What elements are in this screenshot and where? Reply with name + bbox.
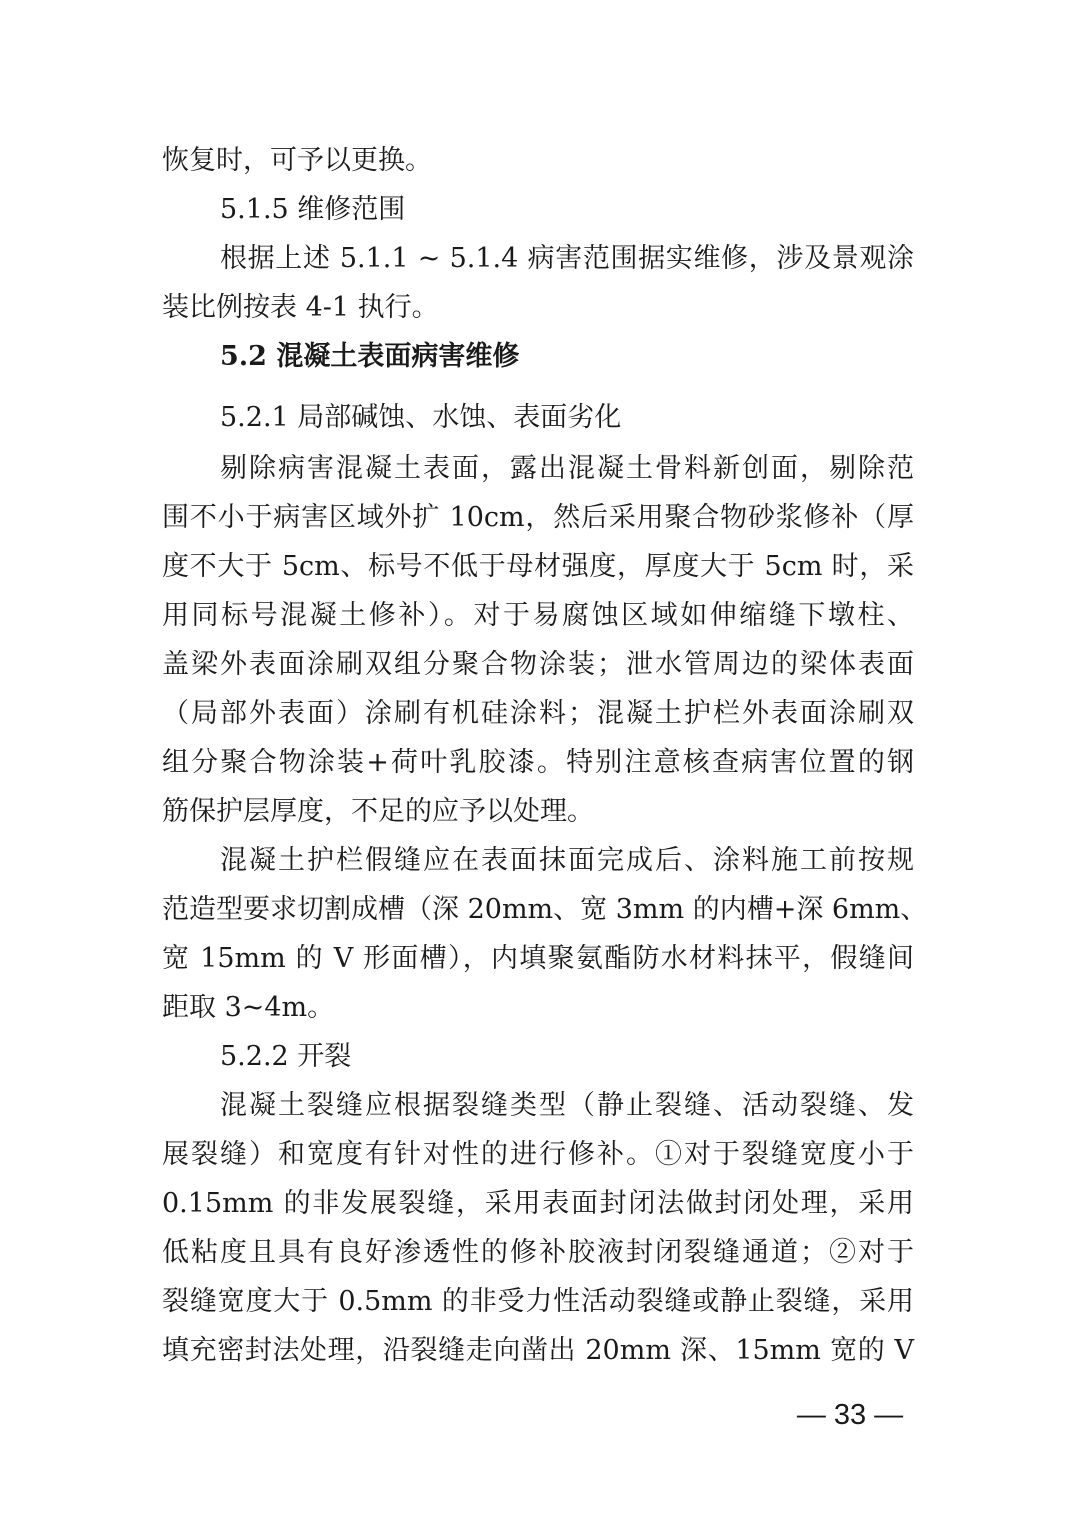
text-line: 组分聚合物涂装+荷叶乳胶漆。特别注意核查病害位置的钢	[162, 747, 914, 778]
text-line: 裂缝宽度大于 0.5mm 的非受力性活动裂缝或静止裂缝，采用	[162, 1286, 914, 1317]
text-line: 盖梁外表面涂刷双组分聚合物涂装；泄水管周边的梁体表面	[162, 649, 914, 680]
text-line: 度不大于 5cm、标号不低于母材强度，厚度大于 5cm 时，采	[162, 551, 914, 582]
text-line: 混凝土护栏假缝应在表面抹面完成后、涂料施工前按规	[220, 845, 914, 876]
text-line: 根据上述 5.1.1 ~ 5.1.4 病害范围据实维修，涉及景观涂	[220, 243, 914, 274]
text-line: 低粘度且具有良好渗透性的修补胶液封闭裂缝通道；②对于	[162, 1237, 914, 1268]
section-heading-5-2: 5.2 混凝土表面病害维修	[220, 341, 520, 372]
text-line: 混凝土裂缝应根据裂缝类型（静止裂缝、活动裂缝、发	[220, 1090, 914, 1121]
section-heading-5-1-5: 5.1.5 维修范围	[220, 194, 406, 225]
text-line: 填充密封法处理，沿裂缝走向凿出 20mm 深、15mm 宽的 V	[162, 1335, 914, 1366]
text-line: 用同标号混凝土修补）。对于易腐蚀区域如伸缩缝下墩柱、	[162, 600, 914, 631]
text-line: 装比例按表 4-1 执行。	[162, 292, 439, 323]
text-line: 0.15mm 的非发展裂缝，采用表面封闭法做封闭处理，采用	[162, 1188, 914, 1219]
section-heading-5-2-2: 5.2.2 开裂	[220, 1041, 352, 1072]
text-line: 剔除病害混凝土表面，露出混凝土骨料新创面，剔除范	[220, 453, 914, 484]
page-number: — 33 —	[796, 1399, 904, 1431]
text-line: 展裂缝）和宽度有针对性的进行修补。①对于裂缝宽度小于	[162, 1139, 914, 1170]
text-line: 恢复时，可予以更换。	[162, 145, 432, 176]
text-line: 筋保护层厚度，不足的应予以处理。	[162, 796, 594, 827]
text-line: 宽 15mm 的 V 形面槽），内填聚氨酯防水材料抹平，假缝间	[162, 943, 914, 974]
text-line: 围不小于病害区域外扩 10cm，然后采用聚合物砂浆修补（厚	[162, 502, 914, 533]
text-line: 距取 3~4m。	[162, 992, 335, 1023]
text-line: （局部外表面）涂刷有机硅涂料；混凝土护栏外表面涂刷双	[162, 698, 914, 729]
section-heading-5-2-1: 5.2.1 局部碱蚀、水蚀、表面劣化	[220, 402, 622, 433]
text-line: 范造型要求切割成槽（深 20mm、宽 3mm 的内槽+深 6mm、	[162, 894, 928, 925]
